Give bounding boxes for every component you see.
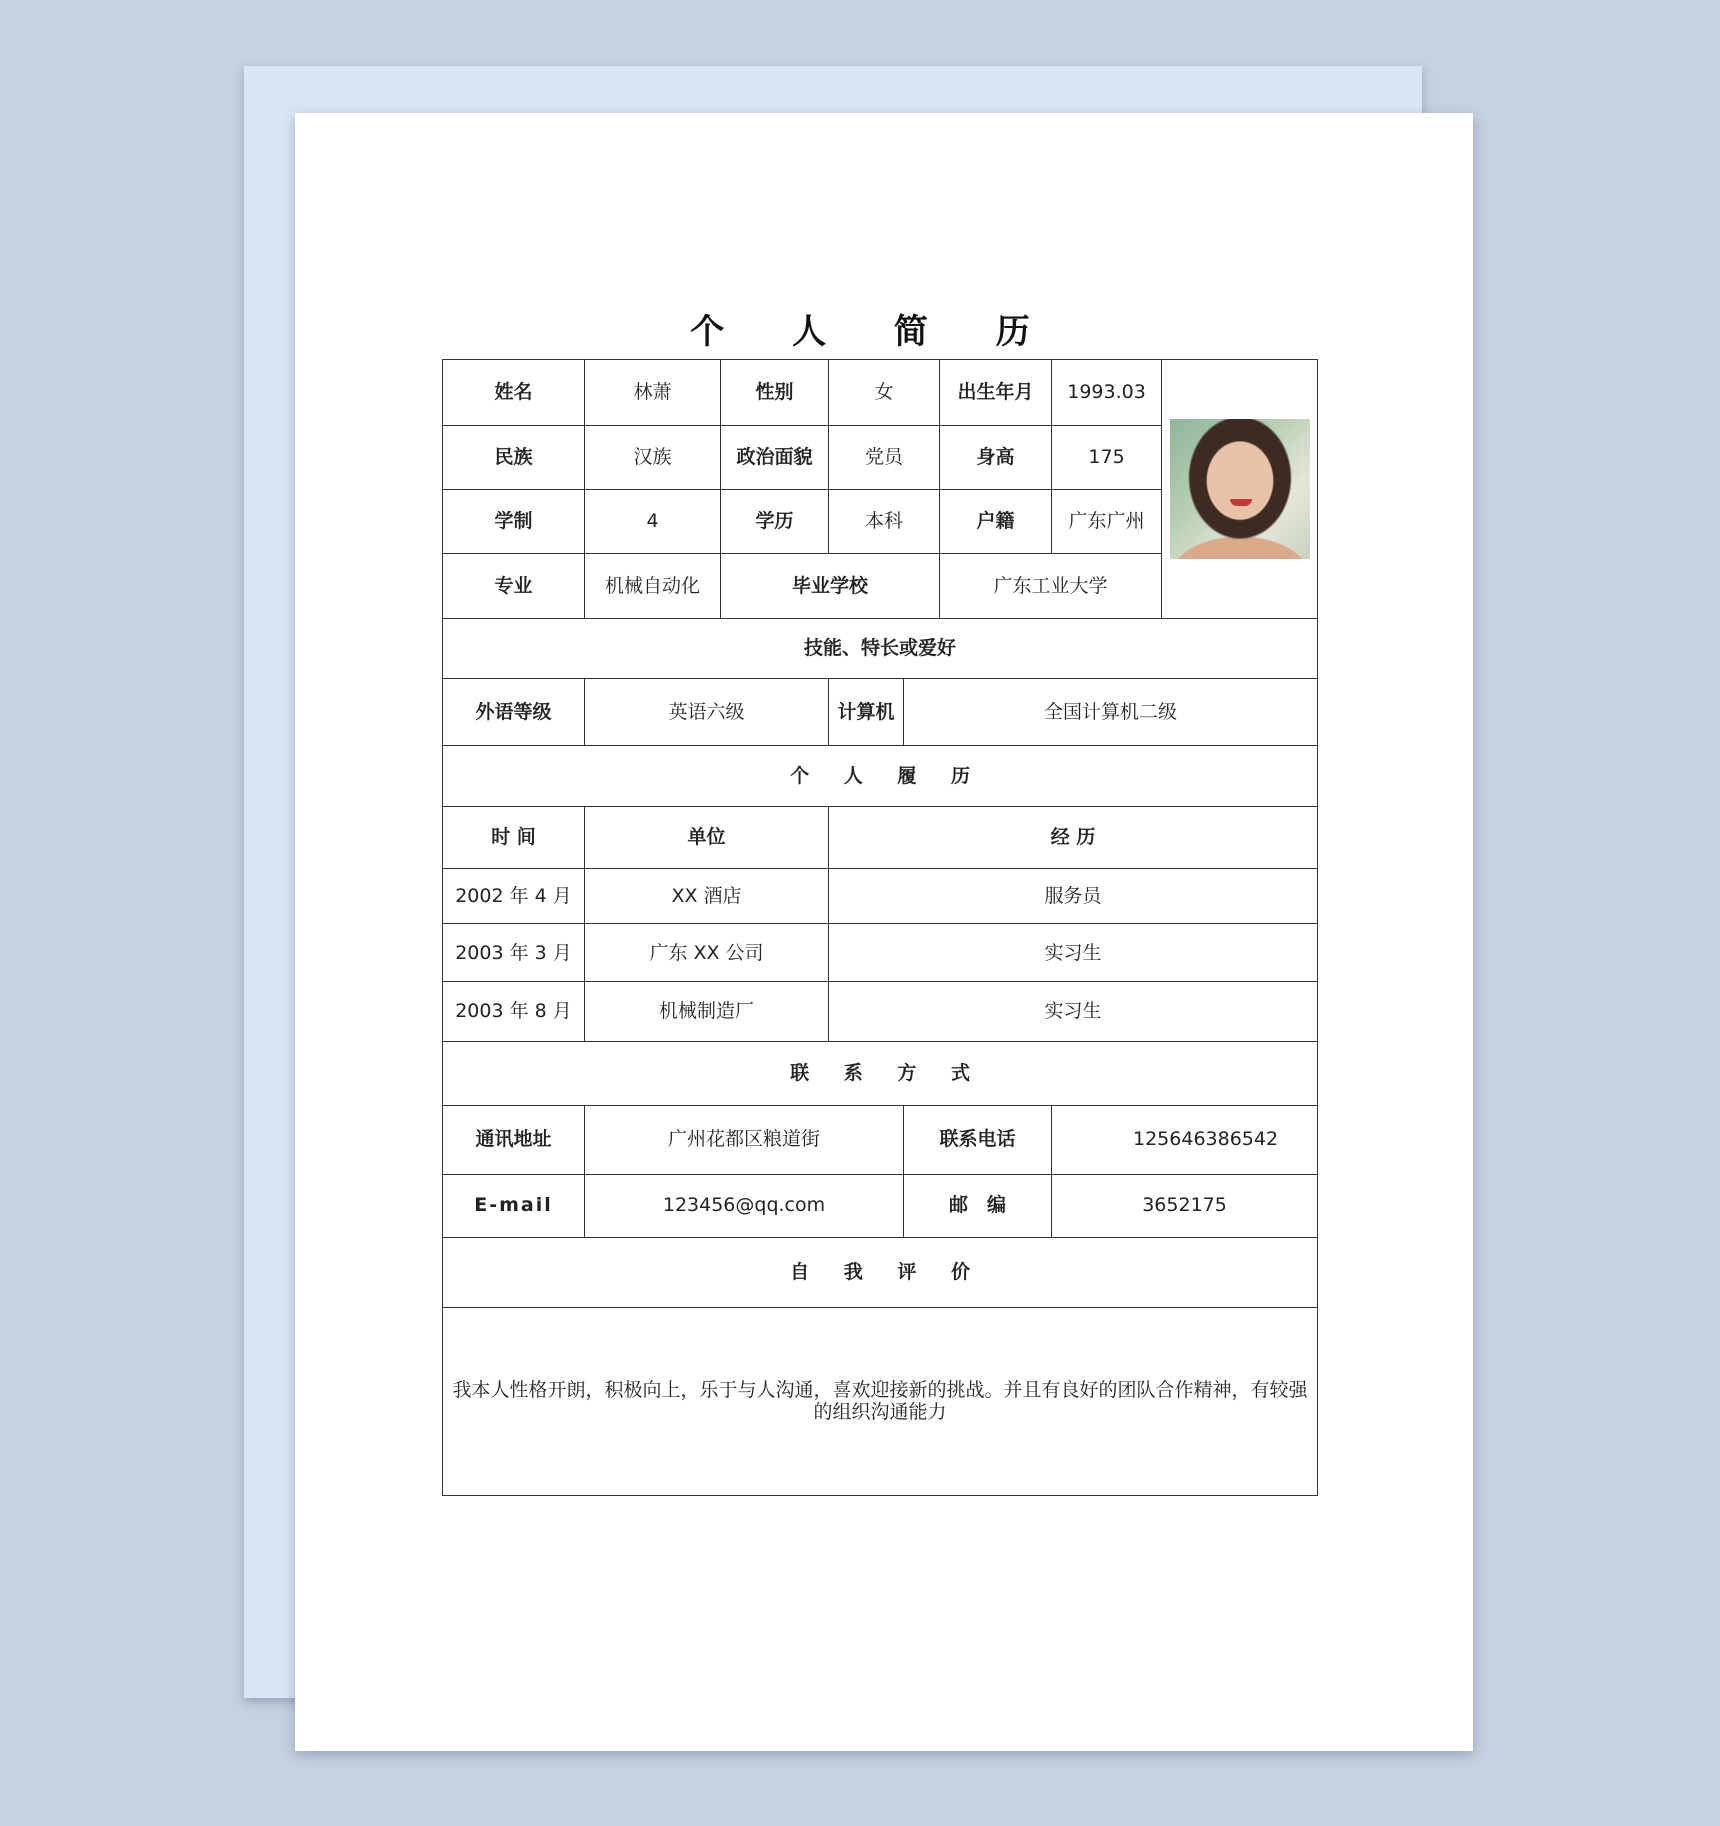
history-col-unit: 单位 [585,807,829,869]
education-label: 学历 [721,490,829,554]
name-value: 林萧 [585,360,721,426]
history-header-row [443,746,1318,807]
history-row [443,982,1318,1041]
skills-header: 技能、特长或爱好 [443,619,1318,679]
history-unit: XX 酒店 [585,869,829,924]
schooling-value: 4 [585,490,721,554]
history-exp: 服务员 [829,869,1318,924]
contact-row-2 [443,1174,1318,1237]
zip-label: 邮 编 [904,1174,1052,1237]
address-label: 通讯地址 [443,1105,585,1174]
photo-cell [1162,360,1318,619]
height-value: 175 [1052,426,1162,490]
skills-row [443,679,1318,746]
basic-row-1 [443,360,1318,426]
height-label: 身高 [940,426,1052,490]
history-row [443,924,1318,982]
email-value: 123456@qq.com [585,1174,904,1237]
history-col-exp: 经 历 [829,807,1318,869]
gender-label: 性别 [721,360,829,426]
skills-header-row [443,619,1318,679]
hukou-label: 户籍 [940,490,1052,554]
contact-header: 联 系 方 式 [443,1041,1318,1105]
history-unit: 机械制造厂 [585,982,829,1041]
history-row [443,869,1318,924]
history-time: 2003 年 8 月 [443,982,585,1041]
history-time: 2003 年 3 月 [443,924,585,982]
history-header: 个 人 履 历 [443,746,1318,807]
ethnicity-value: 汉族 [585,426,721,490]
major-label: 专业 [443,554,585,619]
history-columns-row [443,807,1318,869]
language-label: 外语等级 [443,679,585,746]
profile-photo [1170,419,1310,559]
document-title: 个 人 简 历 [690,312,1058,352]
birth-label: 出生年月 [940,360,1052,426]
name-label: 姓名 [443,360,585,426]
resume-table [442,359,1318,1496]
phone-label: 联系电话 [904,1105,1052,1174]
language-value: 英语六级 [585,679,829,746]
evaluation-header-row [443,1237,1318,1307]
major-value: 机械自动化 [585,554,721,619]
education-value: 本科 [829,490,940,554]
history-col-time: 时 间 [443,807,585,869]
zip-value: 3652175 [1052,1174,1318,1237]
history-exp: 实习生 [829,982,1318,1041]
school-label: 毕业学校 [721,554,940,619]
phone-value: 125646386542 [1052,1105,1318,1174]
evaluation-header: 自 我 评 价 [443,1237,1318,1307]
address-value: 广州花都区粮道街 [585,1105,904,1174]
computer-label: 计算机 [829,679,904,746]
contact-header-row [443,1041,1318,1105]
birth-value: 1993.03 [1052,360,1162,426]
email-label: E-mail [443,1174,585,1237]
politics-label: 政治面貌 [721,426,829,490]
ethnicity-label: 民族 [443,426,585,490]
schooling-label: 学制 [443,490,585,554]
contact-row-1 [443,1105,1318,1174]
history-exp: 实习生 [829,924,1318,982]
evaluation-row [443,1307,1318,1495]
school-value: 广东工业大学 [940,554,1162,619]
computer-value: 全国计算机二级 [904,679,1318,746]
history-unit: 广东 XX 公司 [585,924,829,982]
evaluation-text: 我本人性格开朗，积极向上，乐于与人沟通，喜欢迎接新的挑战。并且有良好的团队合作精神，有较强的组织沟通能力 [443,1307,1318,1495]
history-time: 2002 年 4 月 [443,869,585,924]
hukou-value: 广东广州 [1052,490,1162,554]
politics-value: 党员 [829,426,940,490]
gender-value: 女 [829,360,940,426]
